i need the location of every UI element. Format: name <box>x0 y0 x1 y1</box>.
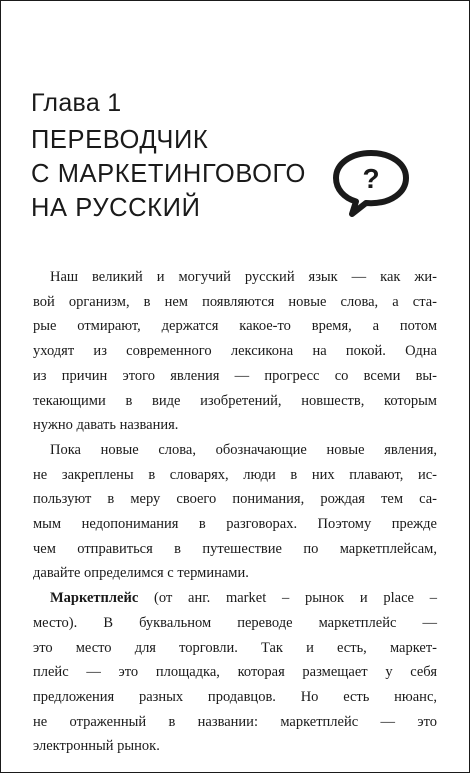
text-line: Пока новые слова, обозначающие новые явления, <box>50 441 437 458</box>
text-line: не закреплены в словарях, люди в них плавают, ис- <box>33 466 437 483</box>
chapter-title-line: С МАРКЕТИНГОВОГО <box>31 160 306 188</box>
chapter-title <box>31 123 306 225</box>
text-line: нужно давать названия. <box>33 417 179 434</box>
text-line: место). В буквальном переводе маркетплейс — <box>33 614 437 631</box>
term-definition-start: (от анг. market – рынок и place – <box>138 590 437 607</box>
text-line: электронный рынок. <box>33 738 160 755</box>
chapter-label: Глава 1 <box>31 89 122 117</box>
question-mark-glyph: ? <box>362 163 380 194</box>
text-line <box>33 586 437 611</box>
text-line: пользуют в меру своего понимания, рождая тем са- <box>33 491 437 508</box>
text-line: текающими в виде изобретений, новшеств, которым <box>33 392 437 409</box>
text-line: не отраженный в названии: маркетплейс — это <box>33 713 437 730</box>
text-line: вой организм, в нем появляются новые слова, а ста- <box>33 293 437 310</box>
body-text <box>33 265 437 759</box>
text-line: мым недопонимания в разговорах. Поэтому прежде <box>33 516 437 533</box>
text-line: из причин этого явления — прогресс со всеми вы- <box>33 367 437 384</box>
speech-bubble-question-icon <box>330 148 412 218</box>
text-line: уходят из современного лексикона на покой. Одна <box>33 343 437 360</box>
term-marketplace: Маркетплейс <box>50 590 139 607</box>
paragraph <box>33 586 437 759</box>
text-line: давайте определимся с терминами. <box>33 565 249 582</box>
text-line: Наш великий и могучий русский язык — как жи- <box>50 269 437 285</box>
text-line: это место для торговли. Так и есть, маркет- <box>33 639 437 656</box>
text-line: плейс — это площадка, которая размещает у себя <box>33 664 437 681</box>
text-line: рые отмирают, держатся какое-то время, а потом <box>33 318 437 335</box>
chapter-title-line: ПЕРЕВОДЧИК <box>31 126 209 154</box>
text-line: чем отправиться в путешествие по маркетплейсам, <box>33 540 437 557</box>
paragraph <box>33 438 437 586</box>
chapter-title-line: НА РУССКИЙ <box>31 194 201 222</box>
text-line: предложения разных продавцов. Но есть нюанс, <box>33 688 437 705</box>
paragraph <box>33 265 437 438</box>
